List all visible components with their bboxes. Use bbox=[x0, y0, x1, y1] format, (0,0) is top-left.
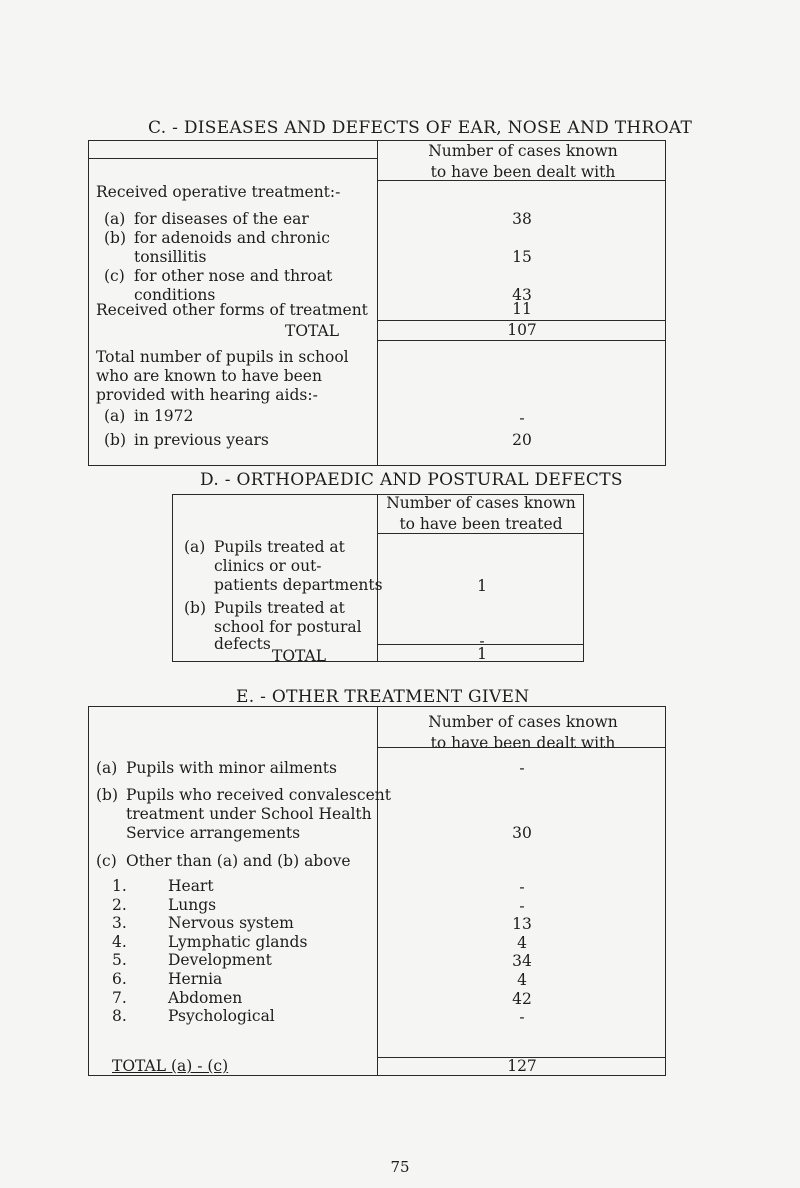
page-number: 75 bbox=[390, 1158, 410, 1176]
row-e-c-text: Other than (a) and (b) above bbox=[126, 852, 351, 870]
item-name: Heart bbox=[168, 877, 214, 895]
list-item bbox=[112, 897, 666, 916]
item-number: 1. bbox=[112, 877, 127, 895]
row-e-c-label: (c) bbox=[96, 852, 117, 870]
section-e-item-list bbox=[112, 878, 666, 1027]
hearing-a-value: - bbox=[519, 409, 525, 427]
hearing-b-text: in previous years bbox=[134, 431, 269, 449]
list-item bbox=[112, 990, 666, 1009]
other-forms-text: Received other forms of treatment bbox=[96, 301, 368, 319]
row-c-b-value: 15 bbox=[512, 248, 532, 266]
hearing-aids-heading-2: who are known to have been bbox=[96, 367, 322, 385]
item-number: 2. bbox=[112, 895, 127, 914]
item-name: Development bbox=[168, 951, 272, 970]
hearing-aids-heading-3: provided with hearing aids:- bbox=[96, 386, 318, 404]
header-line: Number of cases known bbox=[428, 713, 618, 731]
section-c-divider bbox=[377, 140, 378, 466]
section-e-column-header bbox=[380, 712, 666, 754]
row-c-c-label: (c) bbox=[104, 267, 125, 285]
section-c-title: C. - DISEASES AND DEFECTS OF EAR, NOSE AND THROAT bbox=[148, 118, 693, 138]
hearing-a-text: in 1972 bbox=[134, 407, 194, 425]
hearing-aids-heading-1: Total number of pupils in school bbox=[96, 348, 349, 366]
header-line: Number of cases known bbox=[428, 142, 618, 160]
item-number: 8. bbox=[112, 1007, 127, 1026]
list-item bbox=[112, 934, 666, 953]
hearing-b-label: (b) bbox=[104, 431, 127, 449]
row-d-b-text-1: Pupils treated at bbox=[214, 599, 345, 617]
item-number: 4. bbox=[112, 932, 127, 951]
list-item bbox=[112, 915, 666, 934]
item-name: Lungs bbox=[168, 895, 217, 914]
row-c-c-text-2: conditions bbox=[134, 286, 216, 304]
item-value: - bbox=[519, 878, 525, 896]
section-c-header-rule-left bbox=[88, 158, 377, 159]
item-name: Abdomen bbox=[168, 988, 243, 1007]
row-d-a-text-2: clinics or out- bbox=[214, 557, 322, 575]
row-e-a-value: - bbox=[519, 759, 525, 777]
section-d-total-value: 1 bbox=[477, 645, 487, 663]
row-e-b-label: (b) bbox=[96, 786, 119, 804]
row-c-b-label: (b) bbox=[104, 229, 127, 247]
row-c-a-text: for diseases of the ear bbox=[134, 210, 309, 228]
section-e-total-value: 127 bbox=[507, 1057, 537, 1075]
row-c-b-text-2: tonsillitis bbox=[134, 248, 207, 266]
row-e-a-text: Pupils with minor ailments bbox=[126, 759, 337, 777]
row-c-c-value: 43 bbox=[512, 286, 532, 304]
row-e-a-label: (a) bbox=[96, 759, 118, 777]
item-name: Nervous system bbox=[168, 914, 294, 933]
item-number: 7. bbox=[112, 988, 127, 1007]
item-value: - bbox=[519, 1008, 525, 1027]
section-e-total-label: TOTAL (a) - (c) bbox=[112, 1057, 229, 1075]
hearing-b-value: 20 bbox=[512, 431, 532, 449]
header-line: to have been dealt with bbox=[430, 163, 616, 181]
list-item bbox=[112, 971, 666, 990]
row-c-a-value: 38 bbox=[512, 210, 532, 228]
row-c-b-text-1: for adenoids and chronic bbox=[134, 229, 330, 247]
list-item bbox=[112, 1008, 666, 1027]
row-e-b-text-3: Service arrangements bbox=[126, 824, 301, 842]
row-d-a-label: (a) bbox=[184, 538, 206, 556]
section-c-column-header bbox=[380, 141, 666, 183]
row-c-a-label: (a) bbox=[104, 210, 126, 228]
item-number: 6. bbox=[112, 969, 127, 988]
item-number: 3. bbox=[112, 914, 127, 933]
row-d-b-text-3: defects bbox=[214, 635, 271, 653]
item-name: Hernia bbox=[168, 969, 223, 988]
section-c-total-label: TOTAL bbox=[285, 322, 340, 340]
row-e-b-value: 30 bbox=[512, 824, 532, 842]
header-line: to have been dealt with bbox=[430, 734, 616, 752]
row-d-a-text-3: patients departments bbox=[214, 576, 383, 594]
item-value: 4 bbox=[517, 970, 527, 989]
row-c-c-text-1: for other nose and throat bbox=[134, 267, 333, 285]
row-d-b-text-2: school for postural bbox=[214, 618, 362, 636]
header-line: to have been treated bbox=[399, 515, 563, 533]
row-d-a-text-1: Pupils treated at bbox=[214, 538, 345, 556]
row-d-a-value: 1 bbox=[477, 577, 487, 595]
item-value: 34 bbox=[512, 952, 532, 971]
list-item bbox=[112, 952, 666, 971]
operative-heading: Received operative treatment:- bbox=[96, 183, 341, 201]
section-d-total-label: TOTAL bbox=[272, 647, 327, 665]
item-value: 13 bbox=[512, 915, 532, 934]
row-d-b-label: (b) bbox=[184, 599, 207, 617]
item-value: 42 bbox=[512, 989, 532, 1008]
section-c-total-value: 107 bbox=[507, 321, 537, 339]
section-d-column-header bbox=[378, 493, 584, 535]
header-line: Number of cases known bbox=[386, 494, 576, 512]
item-name: Lymphatic glands bbox=[168, 932, 308, 951]
row-e-b-text-1: Pupils who received convalescent bbox=[126, 786, 391, 804]
hearing-a-label: (a) bbox=[104, 407, 126, 425]
item-value: 4 bbox=[517, 933, 527, 952]
row-e-b-text-2: treatment under School Health bbox=[126, 805, 372, 823]
section-c-total-rule-bottom bbox=[377, 340, 666, 341]
item-number: 5. bbox=[112, 951, 127, 970]
list-item bbox=[112, 878, 666, 897]
item-value: - bbox=[519, 896, 525, 915]
other-forms-value: 11 bbox=[512, 300, 532, 318]
item-name: Psychological bbox=[168, 1007, 275, 1026]
section-d-title: D. - ORTHOPAEDIC AND POSTURAL DEFECTS bbox=[200, 470, 623, 490]
section-e-title: E. - OTHER TREATMENT GIVEN bbox=[236, 687, 530, 707]
row-d-b-value: - bbox=[479, 632, 485, 650]
